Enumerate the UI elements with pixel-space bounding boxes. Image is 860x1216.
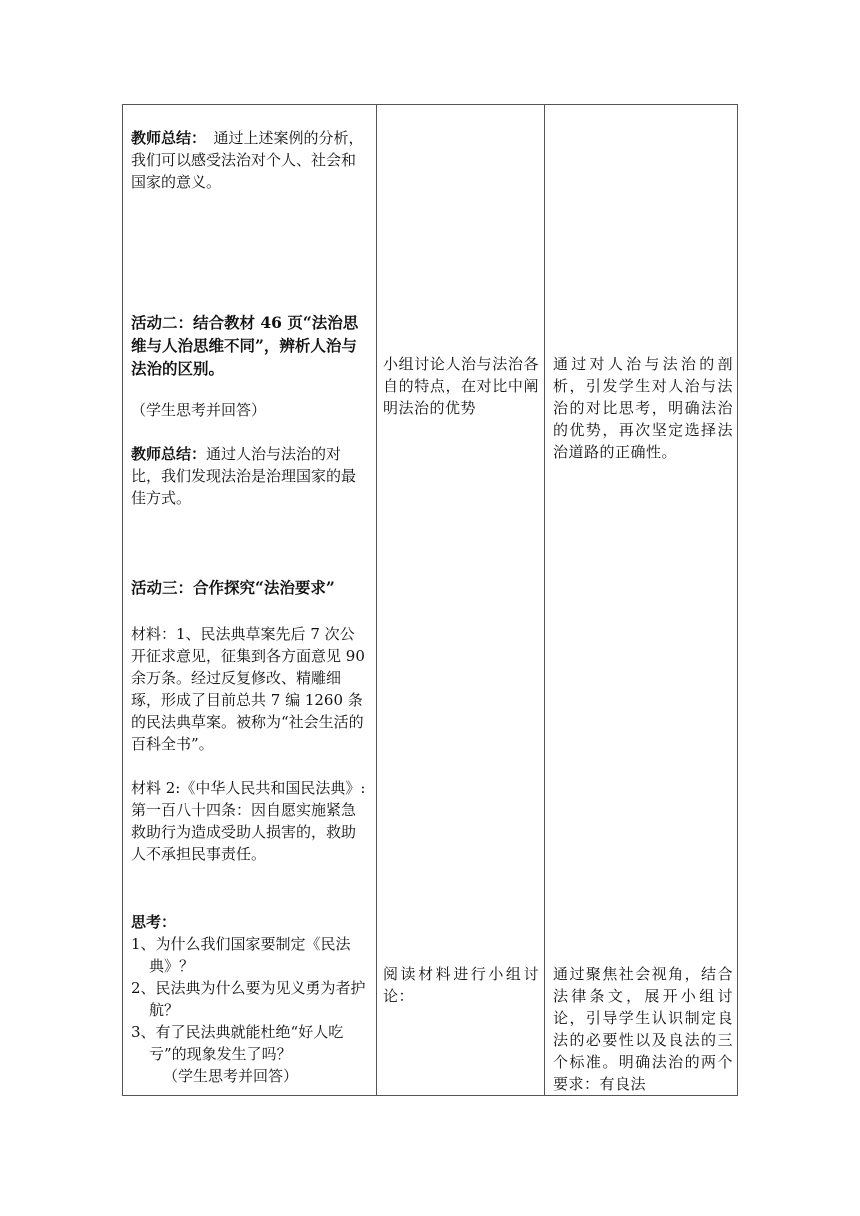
column-divider xyxy=(376,105,377,1095)
think-label: 思考： xyxy=(131,913,177,931)
reading-discussion-text: 阅读材料进行小组讨论： xyxy=(383,965,539,1005)
question-item: 3、有了民法典就能杜绝“好人吃亏”的现象发生了吗？ xyxy=(131,1023,344,1063)
teacher-summary-label: 教师总结： xyxy=(131,129,199,147)
teacher-summary-text: 通过上述案例的分析，我们可以感受法治对个人、社会和国家的意义。 xyxy=(131,129,364,191)
teacher-summary-text: 通过人治与法治的对比，我们发现法治是治理国家的最佳方式。 xyxy=(131,445,357,507)
student-think-note-2: （学生思考并回答） xyxy=(163,1067,299,1085)
column-divider xyxy=(544,105,545,1095)
teacher-summary-1 xyxy=(131,127,367,193)
analysis-text: 通过对人治与法治的剖析，引发学生对人治与法治的对比思考，明确法治的优势，再次坚定选择法治道路的正确性。 xyxy=(553,355,733,461)
student-think-note-1: （学生思考并回答） xyxy=(131,401,267,419)
question-item: 1、为什么我们国家要制定《民法典》？ xyxy=(131,935,351,975)
material-2: 材料 2:《中华人民共和国民法典》:第一百八十四条：因自愿实施紧急救助行为造成受助人损害的，救助人不承担民事责任。 xyxy=(131,779,366,863)
activity-3-title: 活动三：合作探究“法治要求” xyxy=(131,578,335,597)
lesson-plan-table xyxy=(122,104,738,1096)
teacher-summary-2 xyxy=(131,443,367,509)
question-list xyxy=(131,933,367,1065)
question-item: 2、民法典为什么要为见义勇为者护航？ xyxy=(131,979,366,1019)
group-discussion-text: 小组讨论人治与法治各自的特点，在对比中阐明法治的优势 xyxy=(383,355,539,417)
activity-2-title: 活动二：结合教材 46 页“法治思维与人治思维不同”，辨析人治与法治的区别。 xyxy=(131,313,359,378)
material-1: 材料：1、民法典草案先后 7 次公开征求意见，征集到各方面意见 90 余万条。经过反复修改、精雕细琢，形成了目前总共 7 编 1260 条的民法典草案。被称为“社会生活的百科全书”。 xyxy=(131,625,365,753)
teacher-summary-label: 教师总结： xyxy=(131,445,207,463)
social-view-text: 通过聚焦社会视角，结合法律条文，展开小组讨论，引导学生认识制定良法的必要性以及良法的三个标准。明确法治的两个要求：有良法 xyxy=(553,965,733,1093)
